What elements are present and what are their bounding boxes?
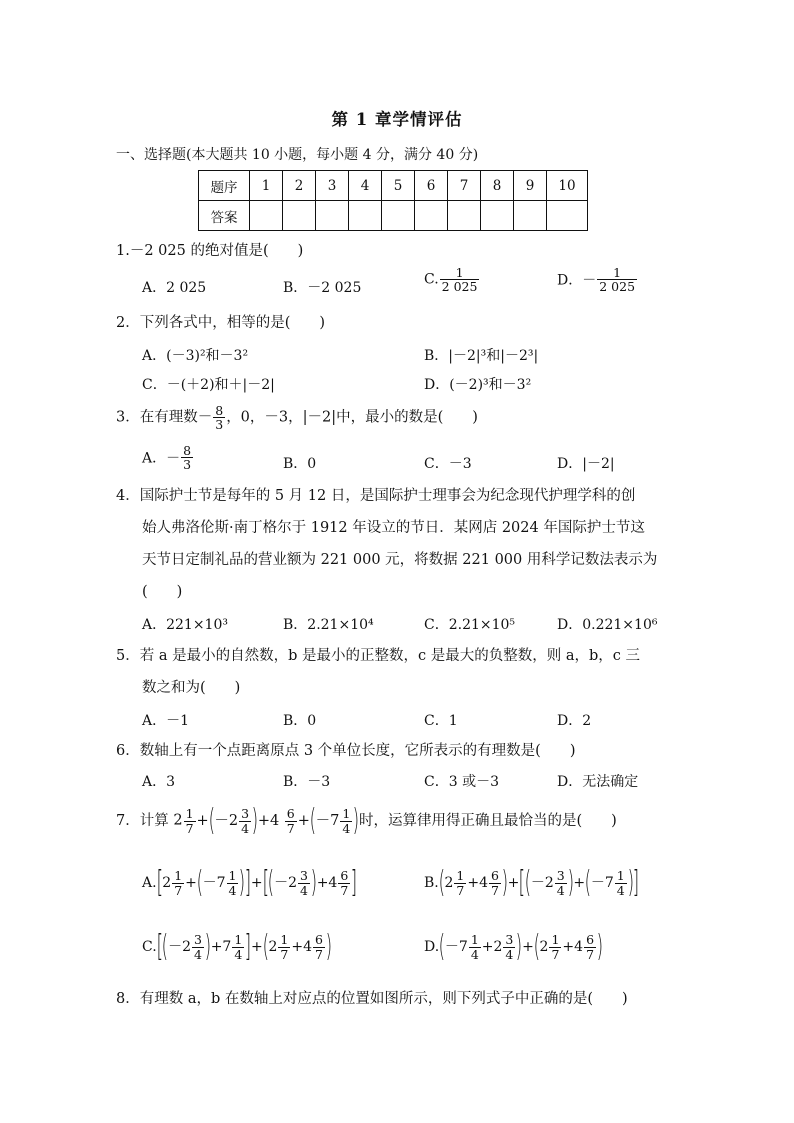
question-6-option-a: A．3 bbox=[142, 774, 176, 790]
question-1-option-a: A．2 025 bbox=[142, 280, 207, 296]
question-4-line-1: 4．国际护士节是每年的 5 月 12 日，是国际护士理事会为纪念现代护理学科的创 bbox=[116, 488, 636, 504]
question-5-option-d: D．2 bbox=[557, 713, 592, 729]
option-label: A．－ bbox=[142, 450, 181, 467]
stem-text: 时，运算律用得正确且最恰当的是( ) bbox=[359, 813, 617, 829]
stem-text: 7．计算 bbox=[116, 813, 169, 829]
option-label: C. bbox=[142, 939, 157, 955]
answer-cell[interactable] bbox=[283, 201, 316, 231]
table-cell: 题序 bbox=[199, 171, 250, 201]
stem-text: ，0，－3，|－2|中，最小的数是( ) bbox=[226, 409, 478, 426]
question-3-option-d: D．|－2| bbox=[557, 456, 615, 472]
fraction bbox=[440, 266, 480, 293]
question-4-option-c: C．2.21×10⁵ bbox=[424, 617, 516, 633]
table-cell: 7 bbox=[448, 171, 481, 201]
option-label: B. bbox=[424, 875, 439, 891]
question-1-option-c bbox=[424, 266, 480, 293]
answer-cell[interactable] bbox=[349, 201, 382, 231]
table-cell: 5 bbox=[382, 171, 415, 201]
question-3-option-a bbox=[142, 444, 194, 471]
table-cell: 1 bbox=[250, 171, 283, 201]
denominator: 2 025 bbox=[599, 279, 636, 295]
question-2-option-b: B．|－2|³和|－2³| bbox=[424, 348, 539, 364]
question-7-option-b: B.(2 $\frac{1}{7}$ +4 $\frac{6}{7}$ )+[(－2 $\frac{3}{4}$ )+(－7 $\frac{1}{4}$ )] bbox=[424, 865, 640, 900]
numerator: 1 bbox=[597, 266, 637, 280]
table-cell: 6 bbox=[415, 171, 448, 201]
question-6-stem: 6．数轴上有一个点距离原点 3 个单位长度，它所表示的有理数是( ) bbox=[116, 743, 576, 759]
table-cell: 10 bbox=[547, 171, 588, 201]
section-heading: 一、选择题(本大题共 10 小题，每小题 4 分，满分 40 分) bbox=[116, 147, 479, 163]
table-cell: 9 bbox=[514, 171, 547, 201]
question-1-option-b: B．－2 025 bbox=[283, 280, 362, 296]
denominator: 2 025 bbox=[441, 279, 478, 295]
question-2-option-c: C．－(＋2)和＋|－2| bbox=[142, 377, 275, 393]
question-5-option-a: A．－1 bbox=[142, 713, 190, 729]
numerator: 1 bbox=[440, 266, 480, 280]
question-4-option-b: B．2.21×10⁴ bbox=[283, 617, 374, 633]
table-cell: 8 bbox=[481, 171, 514, 201]
option-label: D．－ bbox=[557, 272, 597, 289]
question-1-stem: 1.－2 025 的绝对值是( ) bbox=[116, 243, 304, 259]
answer-cell[interactable] bbox=[481, 201, 514, 231]
stem-text: 3．在有理数－ bbox=[116, 409, 213, 426]
question-1-option-d bbox=[557, 266, 638, 293]
table-cell: 答案 bbox=[199, 201, 250, 231]
table-row bbox=[199, 171, 588, 201]
question-4-line-3: 天节日定制礼品的营业额为 221 000 元，将数据 221 000 用科学记数法表示为 bbox=[142, 552, 658, 568]
question-4-line-4: ( ) bbox=[142, 584, 183, 600]
fraction bbox=[181, 444, 193, 471]
numerator: 8 bbox=[215, 403, 224, 418]
option-label: C. bbox=[424, 271, 439, 288]
answer-table bbox=[198, 170, 588, 231]
answer-cell[interactable] bbox=[316, 201, 349, 231]
question-7-stem: 7．计算 2 $\frac{1}{7}$ +(－2 $\frac{3}{4}$ )+4 $\frac{6}{7}$ +(－7 $\frac{1}{4}$ )时，运算律用得正确且最恰当的是( ) bbox=[116, 803, 617, 838]
fraction bbox=[213, 404, 225, 431]
fraction bbox=[597, 266, 637, 293]
answer-cell[interactable] bbox=[547, 201, 588, 231]
answer-cell[interactable] bbox=[415, 201, 448, 231]
question-2-stem: 2．下列各式中，相等的是( ) bbox=[116, 315, 326, 331]
question-6-option-c: C．3 或－3 bbox=[424, 774, 499, 790]
question-5-line-2: 数之和为( ) bbox=[142, 680, 241, 696]
option-label: A. bbox=[142, 875, 157, 891]
question-3-stem bbox=[116, 404, 478, 431]
table-row bbox=[199, 201, 588, 231]
table-cell: 3 bbox=[316, 171, 349, 201]
denominator: 3 bbox=[183, 457, 192, 473]
question-4-option-d: D．0.221×10⁶ bbox=[557, 617, 658, 633]
answer-cell[interactable] bbox=[448, 201, 481, 231]
numerator: 8 bbox=[183, 443, 192, 458]
question-2-option-d: D．(－2)³和－3² bbox=[424, 377, 532, 393]
question-7-option-d: D.(－7 $\frac{1}{4}$ +2 $\frac{3}{4}$ )+(2 $\frac{1}{7}$ +4 $\frac{6}{7}$ ) bbox=[424, 929, 604, 964]
answer-cell[interactable] bbox=[382, 201, 415, 231]
page-title: 第 1 章学情评估 bbox=[331, 110, 463, 129]
denominator: 3 bbox=[215, 417, 224, 433]
question-5-option-c: C．1 bbox=[424, 713, 458, 729]
table-cell: 2 bbox=[283, 171, 316, 201]
question-3-option-b: B．0 bbox=[283, 456, 317, 472]
question-4-option-a: A．221×10³ bbox=[142, 617, 228, 633]
question-5-option-b: B．0 bbox=[283, 713, 317, 729]
question-6-option-b: B．－3 bbox=[283, 774, 331, 790]
question-7-option-c: C.[(－2 $\frac{3}{4}$ )+7 $\frac{1}{4}$ ]+(2 $\frac{1}{7}$ +4 $\frac{6}{7}$ ) bbox=[142, 929, 333, 964]
answer-cell[interactable] bbox=[250, 201, 283, 231]
question-7-option-a: A.[2 $\frac{1}{7}$ +(－7 $\frac{1}{4}$ )]+[(－2 $\frac{3}{4}$ )+4 $\frac{6}{7}$ ] bbox=[142, 865, 358, 900]
question-2-option-a: A．(－3)²和－3² bbox=[142, 348, 249, 364]
table-cell: 4 bbox=[349, 171, 382, 201]
answer-cell[interactable] bbox=[514, 201, 547, 231]
question-5-line-1: 5．若 a 是最小的自然数，b 是最小的正整数，c 是最大的负整数，则 a，b，c 三 bbox=[116, 648, 640, 664]
question-8-stem: 8．有理数 a，b 在数轴上对应点的位置如图所示，则下列式子中正确的是( ) bbox=[116, 991, 628, 1007]
option-label: D. bbox=[424, 939, 440, 955]
question-3-option-c: C．－3 bbox=[424, 456, 472, 472]
question-6-option-d: D．无法确定 bbox=[557, 774, 639, 790]
question-4-line-2: 始人弗洛伦斯·南丁格尔于 1912 年设立的节日．某网店 2024 年国际护士节这 bbox=[142, 520, 645, 536]
